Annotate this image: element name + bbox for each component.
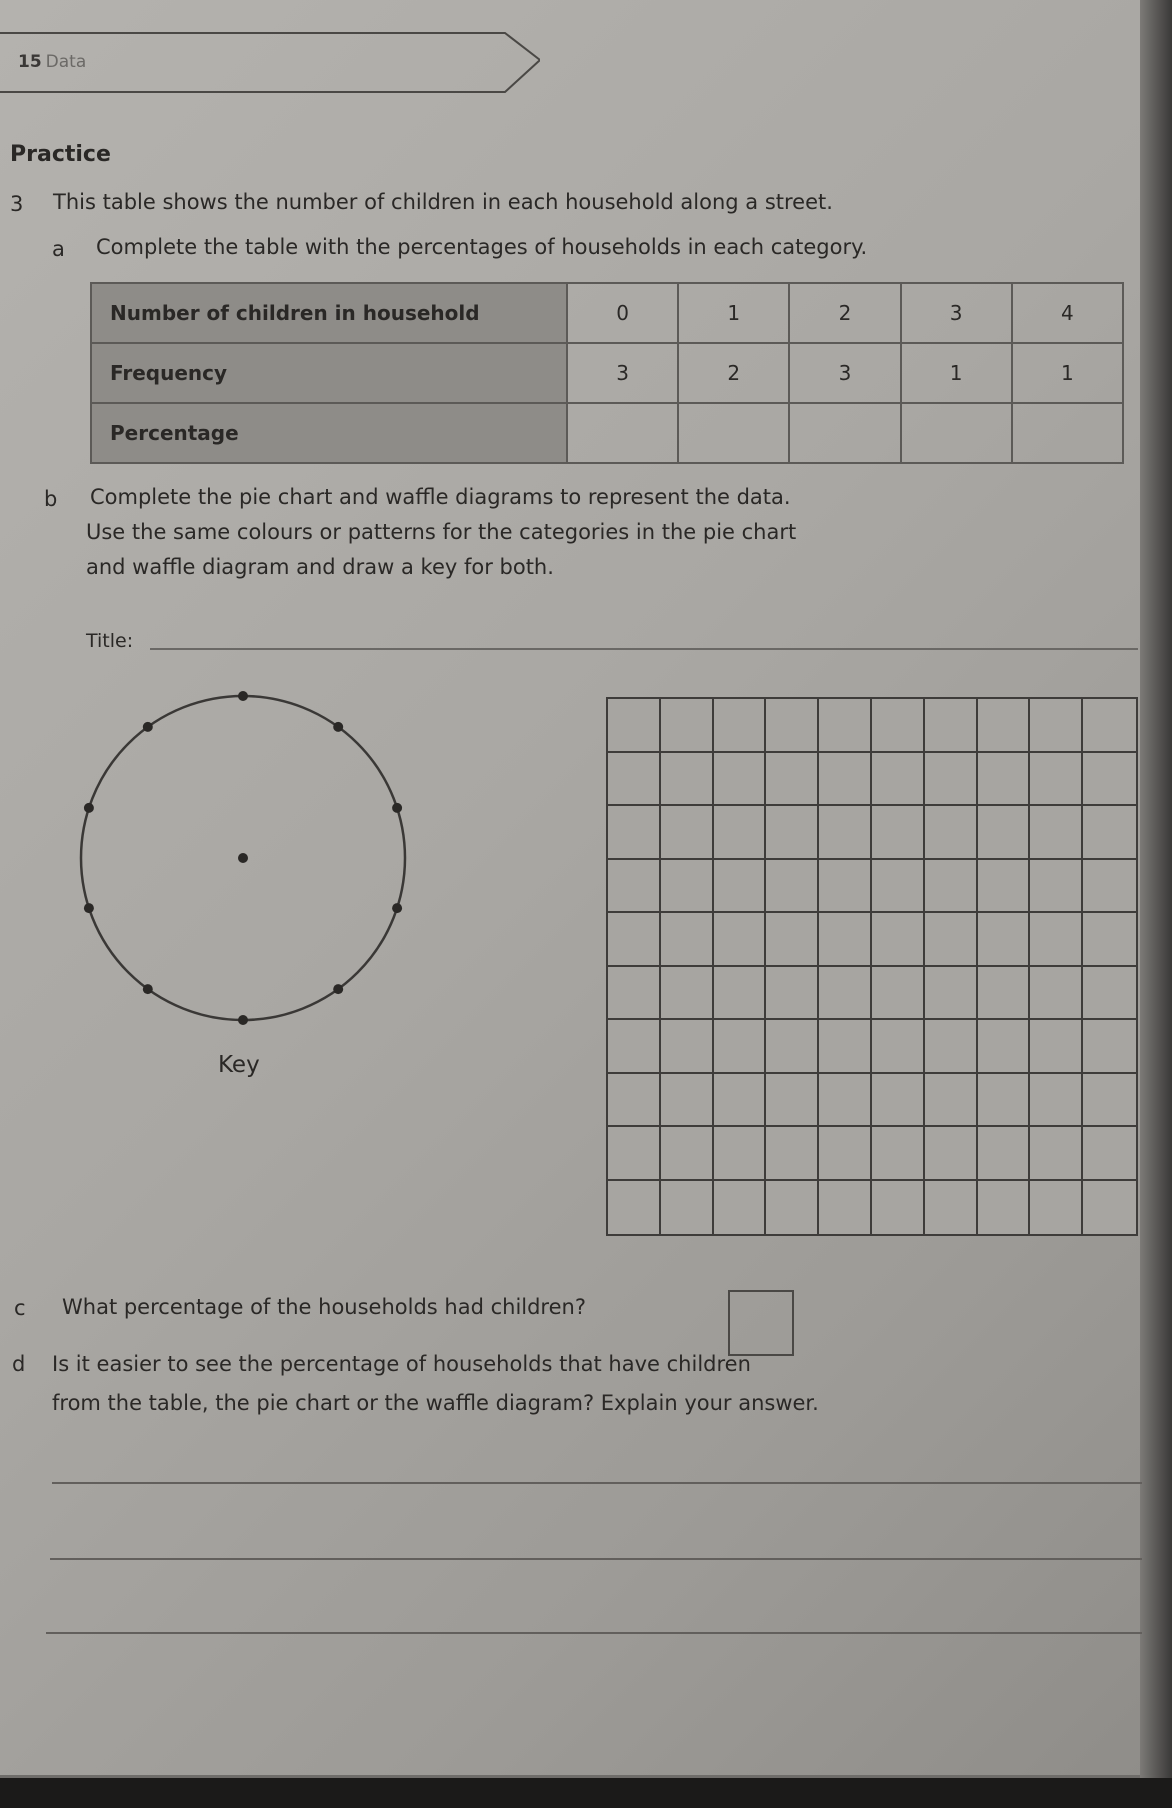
waffle-cell[interactable] (925, 860, 978, 914)
waffle-cell[interactable] (766, 699, 819, 753)
row-header: Number of children in household (91, 283, 567, 343)
part-b-line-1: Complete the pie chart and waffle diagrams to represent the data. (90, 485, 791, 509)
waffle-cell[interactable] (1083, 806, 1136, 860)
waffle-cell[interactable] (766, 860, 819, 914)
data-table (90, 282, 1124, 464)
waffle-cell[interactable] (714, 1127, 767, 1181)
bottom-dark-strip (0, 1778, 1172, 1808)
waffle-cell[interactable] (714, 1020, 767, 1074)
waffle-cell[interactable] (1030, 1181, 1083, 1235)
waffle-cell[interactable] (1083, 1020, 1136, 1074)
waffle-cell[interactable] (872, 967, 925, 1021)
waffle-cell[interactable] (714, 860, 767, 914)
waffle-cell[interactable] (1030, 1020, 1083, 1074)
table-cell: 2 (789, 283, 900, 343)
pie-division-dot (238, 691, 248, 701)
waffle-cell[interactable] (608, 967, 661, 1021)
waffle-cell[interactable] (978, 1127, 1031, 1181)
waffle-cell[interactable] (925, 1020, 978, 1074)
waffle-cell[interactable] (1083, 699, 1136, 753)
waffle-cell[interactable] (819, 1181, 872, 1235)
waffle-cell[interactable] (608, 860, 661, 914)
waffle-cell[interactable] (925, 1181, 978, 1235)
waffle-cell[interactable] (1083, 1181, 1136, 1235)
question-text: This table shows the number of children in each household along a street. (53, 190, 833, 214)
table-cell: 1 (1012, 343, 1123, 403)
waffle-cell[interactable] (925, 913, 978, 967)
waffle-cell[interactable] (872, 1020, 925, 1074)
waffle-cell[interactable] (608, 806, 661, 860)
pie-division-dot (333, 984, 343, 994)
pie-division-dot (143, 984, 153, 994)
waffle-cell[interactable] (819, 967, 872, 1021)
pie-division-dot (333, 722, 343, 732)
waffle-cell[interactable] (872, 1074, 925, 1128)
waffle-cell[interactable] (978, 753, 1031, 807)
title-label: Title: (86, 630, 134, 652)
pie-division-dot (84, 903, 94, 913)
waffle-cell[interactable] (714, 913, 767, 967)
waffle-cell[interactable] (661, 1127, 714, 1181)
waffle-cell[interactable] (925, 1074, 978, 1128)
waffle-cell[interactable] (978, 967, 1031, 1021)
part-a-letter: a (52, 237, 65, 261)
table-cell: 4 (1012, 283, 1123, 343)
percentage-input-cell[interactable] (678, 403, 789, 463)
table-cell: 1 (678, 283, 789, 343)
waffle-cell[interactable] (608, 1020, 661, 1074)
waffle-cell[interactable] (872, 1127, 925, 1181)
section-heading: Practice (10, 142, 111, 167)
percentage-input-cell[interactable] (567, 403, 678, 463)
row-header: Frequency (91, 343, 567, 403)
waffle-cell[interactable] (872, 806, 925, 860)
waffle-cell[interactable] (1083, 913, 1136, 967)
pie-division-dot (143, 722, 153, 732)
waffle-cell[interactable] (819, 860, 872, 914)
waffle-cell[interactable] (819, 913, 872, 967)
table-cell: 3 (901, 283, 1012, 343)
part-b-letter: b (44, 487, 58, 511)
waffle-cell[interactable] (608, 1127, 661, 1181)
answer-line[interactable] (46, 1632, 1142, 1634)
waffle-cell[interactable] (1030, 913, 1083, 967)
waffle-cell[interactable] (1030, 967, 1083, 1021)
waffle-cell[interactable] (819, 1074, 872, 1128)
waffle-cell[interactable] (661, 913, 714, 967)
waffle-cell[interactable] (661, 1020, 714, 1074)
part-d-letter: d (12, 1352, 26, 1376)
waffle-cell[interactable] (714, 806, 767, 860)
waffle-cell[interactable] (872, 913, 925, 967)
waffle-cell[interactable] (819, 1127, 872, 1181)
percentage-input-cell[interactable] (789, 403, 900, 463)
waffle-cell[interactable] (872, 1181, 925, 1235)
table-cell: 1 (901, 343, 1012, 403)
waffle-cell[interactable] (608, 913, 661, 967)
waffle-cell[interactable] (978, 699, 1031, 753)
chapter-number: 15 (18, 52, 42, 72)
waffle-cell[interactable] (925, 806, 978, 860)
waffle-cell[interactable] (925, 699, 978, 753)
waffle-cell[interactable] (608, 1181, 661, 1235)
waffle-cell[interactable] (661, 1181, 714, 1235)
table-row-percentage (91, 403, 1123, 463)
part-c-letter: c (14, 1296, 26, 1320)
waffle-cell[interactable] (714, 1181, 767, 1235)
waffle-cell[interactable] (766, 967, 819, 1021)
pie-division-dot (84, 803, 94, 813)
waffle-cell[interactable] (766, 1074, 819, 1128)
waffle-cell[interactable] (1083, 860, 1136, 914)
waffle-cell[interactable] (819, 1020, 872, 1074)
waffle-cell[interactable] (766, 753, 819, 807)
waffle-cell[interactable] (819, 753, 872, 807)
waffle-diagram-grid[interactable] (606, 697, 1138, 1236)
row-header: Percentage (91, 403, 567, 463)
table-row-children (91, 283, 1123, 343)
answer-line[interactable] (52, 1482, 1142, 1484)
waffle-cell[interactable] (661, 806, 714, 860)
percentage-input-cell[interactable] (901, 403, 1012, 463)
waffle-cell[interactable] (661, 753, 714, 807)
waffle-cell[interactable] (978, 913, 1031, 967)
waffle-cell[interactable] (766, 1181, 819, 1235)
waffle-cell[interactable] (1030, 1127, 1083, 1181)
part-d-line-1: Is it easier to see the percentage of households that have children (52, 1352, 751, 1376)
waffle-cell[interactable] (978, 806, 1031, 860)
waffle-cell[interactable] (714, 967, 767, 1021)
waffle-cell[interactable] (766, 806, 819, 860)
waffle-cell[interactable] (608, 753, 661, 807)
waffle-cell[interactable] (819, 699, 872, 753)
waffle-cell[interactable] (978, 1181, 1031, 1235)
waffle-cell[interactable] (661, 1074, 714, 1128)
waffle-cell[interactable] (714, 1074, 767, 1128)
chapter-label (18, 52, 86, 72)
waffle-cell[interactable] (1030, 753, 1083, 807)
waffle-cell[interactable] (608, 699, 661, 753)
waffle-cell[interactable] (978, 1074, 1031, 1128)
waffle-cell[interactable] (1083, 967, 1136, 1021)
waffle-cell[interactable] (1083, 1074, 1136, 1128)
table-row-frequency (91, 343, 1123, 403)
table-cell: 0 (567, 283, 678, 343)
waffle-cell[interactable] (714, 753, 767, 807)
pie-centre-dot (238, 853, 248, 863)
answer-line[interactable] (50, 1558, 1142, 1560)
waffle-cell[interactable] (661, 699, 714, 753)
waffle-cell[interactable] (925, 753, 978, 807)
waffle-cell[interactable] (1030, 1074, 1083, 1128)
pie-division-dot (392, 803, 402, 813)
key-label: Key (218, 1052, 260, 1078)
waffle-cell[interactable] (766, 1127, 819, 1181)
part-a-text: Complete the table with the percentages of households in each category. (96, 235, 868, 259)
waffle-cell[interactable] (1083, 1127, 1136, 1181)
table-cell: 3 (567, 343, 678, 403)
chapter-title: Data (45, 52, 87, 72)
pie-division-dot (392, 903, 402, 913)
book-edge-shadow (1140, 0, 1172, 1778)
part-b-line-3: and waffle diagram and draw a key for both. (86, 555, 554, 579)
waffle-cell[interactable] (819, 806, 872, 860)
waffle-cell[interactable] (925, 967, 978, 1021)
title-answer-line[interactable] (150, 648, 1138, 650)
waffle-cell[interactable] (714, 699, 767, 753)
pie-division-dot (238, 1015, 248, 1025)
question-number: 3 (10, 192, 24, 216)
waffle-cell[interactable] (978, 860, 1031, 914)
part-c-text: What percentage of the households had children? (62, 1295, 586, 1319)
waffle-cell[interactable] (661, 860, 714, 914)
table-cell: 3 (789, 343, 900, 403)
percentage-input-cell[interactable] (1012, 403, 1123, 463)
part-b-line-2: Use the same colours or patterns for the categories in the pie chart (86, 520, 797, 544)
waffle-cell[interactable] (1083, 753, 1136, 807)
waffle-cell[interactable] (978, 1020, 1031, 1074)
waffle-cell[interactable] (661, 967, 714, 1021)
pie-chart-template[interactable] (70, 685, 410, 1030)
waffle-cell[interactable] (1030, 806, 1083, 860)
waffle-cell[interactable] (925, 1127, 978, 1181)
part-d-line-2: from the table, the pie chart or the waffle diagram? Explain your answer. (52, 1391, 819, 1415)
chapter-tab (0, 30, 540, 96)
waffle-cell[interactable] (766, 913, 819, 967)
waffle-cell[interactable] (1030, 860, 1083, 914)
table-cell: 2 (678, 343, 789, 403)
waffle-cell[interactable] (872, 860, 925, 914)
waffle-cell[interactable] (608, 1074, 661, 1128)
waffle-cell[interactable] (872, 753, 925, 807)
waffle-cell[interactable] (766, 1020, 819, 1074)
waffle-cell[interactable] (872, 699, 925, 753)
waffle-cell[interactable] (1030, 699, 1083, 753)
